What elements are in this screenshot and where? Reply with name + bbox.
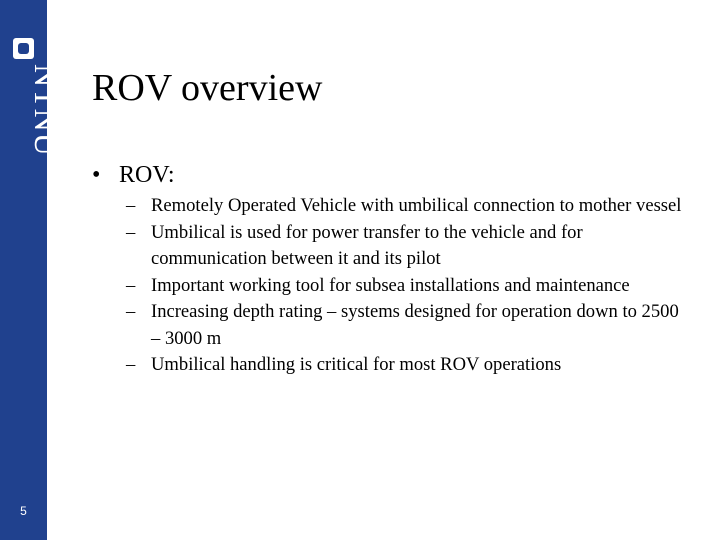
bullet-rov [92, 162, 175, 189]
dash-marker: – [126, 195, 136, 216]
page-number: 5 [20, 504, 27, 518]
dash-marker: – [126, 221, 136, 243]
list-item [126, 352, 686, 379]
ntnu-logo [0, 26, 64, 186]
dash-marker: – [126, 274, 136, 296]
dash-marker: – [126, 354, 136, 375]
bullet-label: ROV: [119, 162, 175, 188]
list-item-text: Increasing depth rating – systems designed for operation down to 2500 – 3000 m [151, 301, 679, 349]
list-item [126, 220, 686, 273]
slide-title: ROV overview [92, 67, 323, 109]
list-item-text: Important working tool for subsea installations and maintenance [151, 274, 630, 296]
list-item-text: Remotely Operated Vehicle with umbilical connection to mother vessel [151, 195, 682, 216]
list-item [126, 193, 686, 220]
list-item [126, 273, 686, 300]
sub-bullet-list [126, 193, 686, 379]
sidebar [0, 0, 64, 540]
list-item-text: Umbilical handling is critical for most ROV operations [151, 354, 562, 375]
list-item-text: Umbilical is used for power transfer to the vehicle and for communication between it and its pilot [151, 221, 583, 269]
bullet-marker: • [92, 162, 101, 188]
ntnu-logo-text: NTNU [28, 64, 64, 157]
dash-marker: – [126, 301, 136, 322]
list-item [126, 299, 686, 352]
